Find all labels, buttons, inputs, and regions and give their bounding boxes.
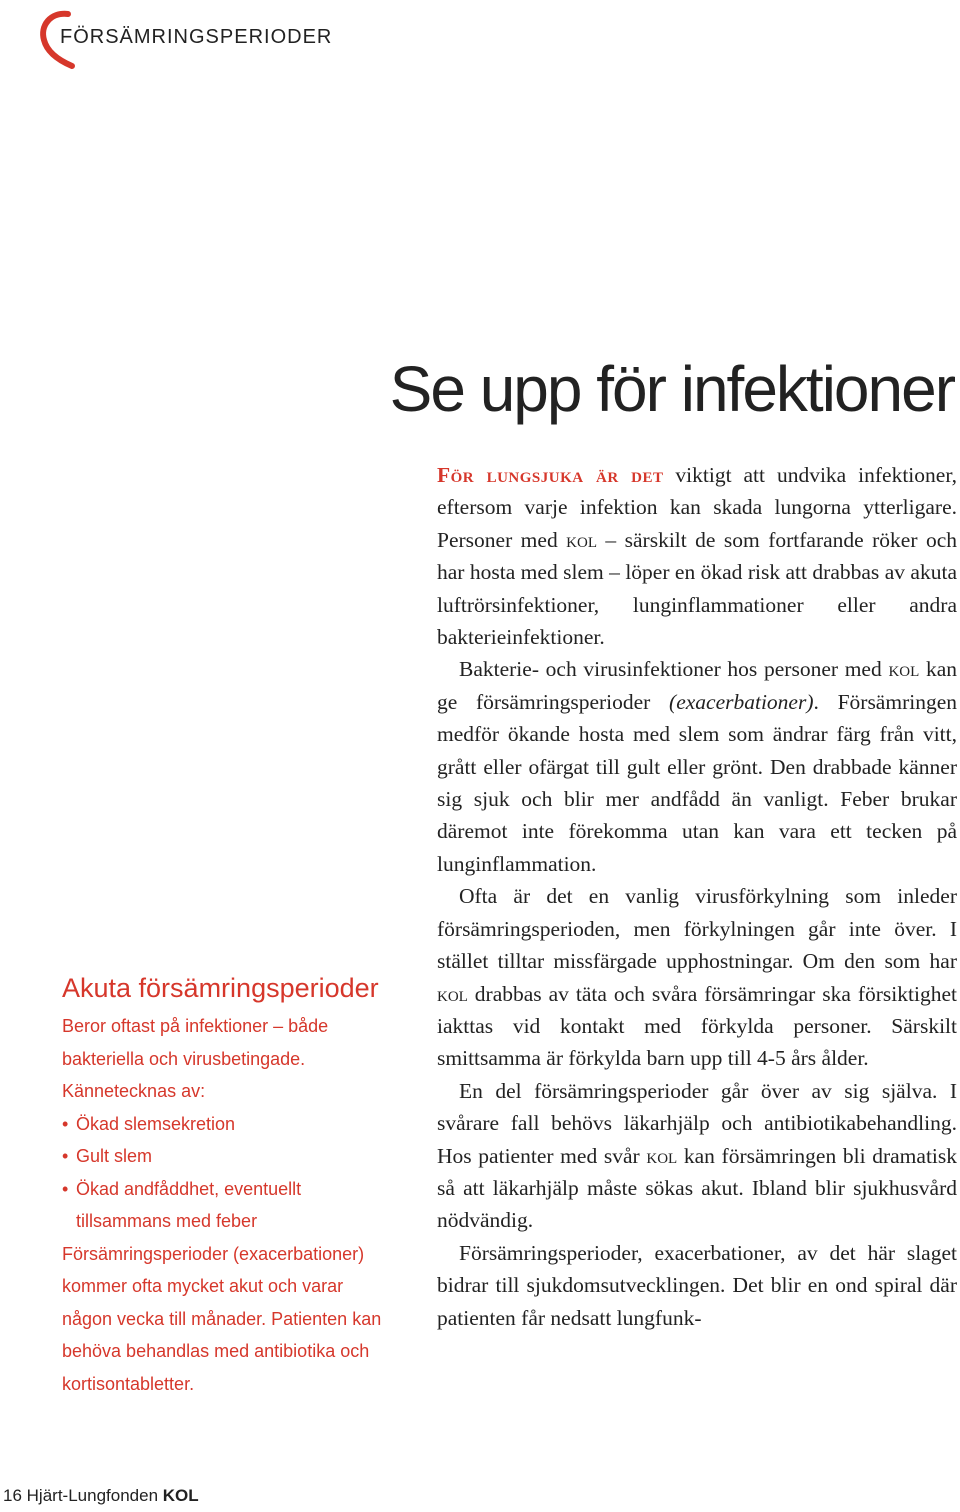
fact-box-heading: Akuta försämringsperioder <box>62 973 379 1003</box>
page-number: 16 <box>3 1486 22 1505</box>
brand-label: KOL <box>162 1486 199 1505</box>
text-run: Bakterie- och virusinfektioner hos personer med <box>459 657 889 682</box>
section-header: FÖRSÄMRINGSPERIODER <box>60 26 333 48</box>
text-run: kan försämringen bli dramatisk så att läkarhjälp måste sökas akut. Ibland blir sjukhusvård nödvändig. <box>437 1143 958 1233</box>
lead-in: För lungsjuka är det <box>437 463 664 487</box>
kol-abbreviation: kol <box>646 1143 678 1168</box>
publisher-name: Hjärt-Lungfonden <box>26 1486 159 1505</box>
paragraph-5: Försämringsperioder, exacerbationer, av det här slaget bidrar till sjukdomsutvecklingen. Det blir en ond spiral där patienten får nedsatt lungfunk- <box>437 1240 957 1330</box>
italic-term: (exacerbationer) <box>669 689 814 714</box>
fact-box <box>62 972 382 1400</box>
kol-abbreviation: kol <box>566 527 597 552</box>
page-title: Se upp för infektioner <box>389 353 954 425</box>
text-run: drabbas av täta och svåra försämringar ska försiktighet iakttas vid kontakt med förkylda personer. Särskilt smittsamma är förkylda barn upp till 4-5 års ålder. <box>437 981 957 1071</box>
text-run: Ofta är det en vanlig virusförkylning som inleder försämringsperioden, men förkylningen går inte över. I stället tilltar missfärgade upphostningar. Om den som har <box>437 884 957 974</box>
text-run: En del försämringsperioder går över av sig själva. I svårare fall behövs läkarhjälp och antibiotikabehandling. Hos patienter med svår <box>437 1078 957 1168</box>
fact-box-intro: Beror oftast på infektioner – både bakteriella och virusbetingade. <box>62 1016 329 1069</box>
text-run: kan ge försämringsperioder <box>437 657 958 714</box>
kol-abbreviation: kol <box>437 981 468 1006</box>
text-run: viktigt att undvika infektioner, eftersom varje infektion kan skada lungorna ytterligare. Personer med <box>437 463 957 552</box>
fact-box-list-title: Kännetecknas av: <box>62 1081 206 1101</box>
page-footer <box>3 1486 199 1506</box>
list-item: • Gult slem <box>62 1140 382 1173</box>
paragraph-1 <box>437 459 957 653</box>
symptom-list <box>62 1108 382 1238</box>
paragraph-4 <box>437 1075 957 1237</box>
paragraph-3 <box>437 880 957 1074</box>
fact-box-closing: Försämringsperioder (exacerbationer) kommer ofta mycket akut och varar någon vecka till månader. Patienten kan behöva behandlas med antibiotika och kortisontabletter. <box>62 1243 382 1394</box>
kol-abbreviation: kol <box>888 657 920 682</box>
paragraph-2 <box>437 653 957 880</box>
list-item: • Ökad slemsekretion <box>62 1108 382 1141</box>
text-run: . Försämringen medför ökande hosta med slem som ändrar färg från vitt, grått eller ofärgat till gult eller grönt. Den drabbade känner sig sjuk och blir mer andfådd än vanligt. Feber brukar däremot inte förekomma utan kan vara ett tecken på lunginflammation. <box>437 689 957 876</box>
text-run: – särskilt de som fortfarande röker och har hosta med slem – löper en ökad risk att drabbas av akuta luftrörsinfektioner, lunginflammationer eller andra bakterieinfektioner. <box>437 527 958 650</box>
list-item: • Ökad andfåddhet, eventuellt tillsammans med feber <box>62 1173 382 1238</box>
article-body <box>437 459 957 1334</box>
